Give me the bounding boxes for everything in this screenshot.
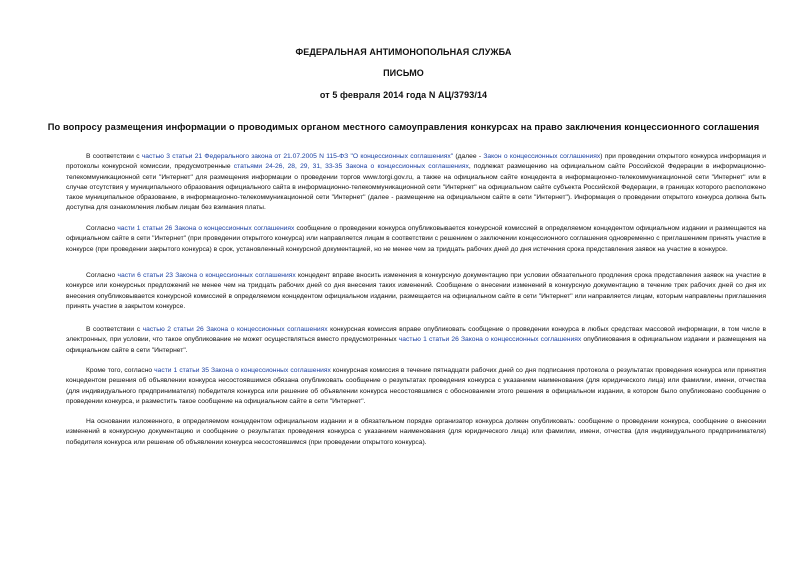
paragraph-1 xyxy=(66,152,766,214)
paragraph-text: (далее - xyxy=(453,153,484,160)
law-link-art23-part6[interactable]: части 6 статьи 23 Закона о концессионных соглашениях xyxy=(117,272,296,279)
paragraph-text: , подлежат размещению на официальном сайте Российской Федерации в информационно-телекоммуникационной сети "Интернет" для размещения информации о проведении торгов www.torgi.gov.ru, а также на официальном сайте концедента в информационно-телекоммуникационной сети "Интернет" или в случае отсутствия у муниципального образования официального сайта в информационно-телекоммуникационной сети "Интернет" на официальном сайте субъекта Российской Федерации, в границах которого расположено такое муниципальное образование, в информационно-телекоммуникационной сети "Интернет" (далее - размещение на официальном сайте в сети "Интернет"). Информация о проведении открытого конкурса должна быть доступна для ознакомления любым лицам без взимания платы. xyxy=(66,163,767,212)
paragraph-text: сообщение о проведении конкурса опубликовывается конкурсной комиссией в определяемом концедентом официальном издании и размещается на официальном сайте в сети "Интернет" (при проведении открытого конкурса) или направляется лицам в соответствии с решением о заключении концессионного соглашения одновременно с приглашением принять участие в конкурсе (при проведении закрытого конкурса) в срок, установленный конкурсной документацией, но не менее чем за тридцать рабочих дней до дня истечения срока представления заявок на участие в конкурсе. xyxy=(66,225,767,253)
paragraph-text: конкурсная комиссия вправе опубликовать сообщение о проведении конкурса в любых средствах массовой информации, в том числе в электронных, при условии, что такое опубликование не может осуществляться вместо предусмотренных xyxy=(66,326,767,344)
paragraph-text: В соответствии с xyxy=(86,326,143,333)
document-type: ПИСЬМО xyxy=(383,68,424,78)
paragraph-text: В соответствии с xyxy=(86,153,142,160)
law-link-articles-24-35[interactable]: статьями 24-26, 28, 29, 31, 33-35 Закона о концессионных соглашениях xyxy=(233,163,469,171)
law-link-concession-law[interactable]: Закон о концессионных соглашениях xyxy=(483,153,601,160)
paragraph-text: опубликования в официальном издании и размещения на официальном сайте в сети "Интернет". xyxy=(66,336,766,354)
paragraph-text: Согласно xyxy=(86,272,118,279)
law-link-art26-part1-b[interactable]: частью 1 статьи 26 Закона о концессионных соглашениях xyxy=(398,336,582,344)
paragraph-5 xyxy=(66,366,766,407)
law-link-115fz[interactable]: частью 3 статьи 21 Федерального закона от 21.07.2005 N 115-ФЗ "О концессионных соглашениях" xyxy=(141,153,454,160)
paragraph-text: концедент вправе вносить изменения в конкурсную документацию при условии обязательного продления срока представления заявок на участие в конкурсе или конкурсных предложений не менее чем на тридцать рабочих дней со дня внесения таких изменений. Сообщение о внесении изменений в конкурсную документацию в течение трех рабочих дней со дня их внесения опубликовывается конкурсной комиссией в определяемом концедентом официальном издании, размещается на официальном сайте в сети "Интернет" или направляется лицам, которым направлены приглашения принять участие в закрытом конкурсе. xyxy=(66,272,767,310)
law-link-art26-part2[interactable]: частью 2 статьи 26 Закона о концессионных соглашениях xyxy=(142,326,328,333)
paragraph-text: ) при проведении открытого конкурса информация и протоколы конкурсной комиссии, предусмотренные xyxy=(66,153,767,171)
document-date-number: от 5 февраля 2014 года N АЦ/3793/14 xyxy=(319,90,488,100)
law-link-art35-part1[interactable]: части 1 статьи 35 Закона о концессионных соглашениях xyxy=(154,367,331,374)
paragraph-6 xyxy=(66,417,766,448)
paragraph-text: конкурсная комиссия в течение пятнадцати рабочих дней со дня подписания протокола о результатах проведения конкурса или принятия концедентом решения об объявлении конкурса несостоявшимся обязана опубликовать сообщение о результатах проведения конкурса с указанием наименования (для юридического лица) или фамилии, имени, отчества (для индивидуального предпринимателя) победителя конкурса или решение об объявлении конкурса несостоявшимся с обоснованием этого решения в официальном издании, в котором было опубликовано сообщение о проведении конкурса, и разместить такое сообщение на официальном сайте в сети "Интернет". xyxy=(66,367,766,405)
paragraph-4 xyxy=(66,325,766,356)
document-subject: По вопросу размещения информации о проводимых органом местного самоуправления конкурсах на право заключения концессионного соглашения xyxy=(47,122,760,132)
paragraph-text: Кроме того, согласно xyxy=(86,367,155,374)
paragraph-text: Согласно xyxy=(86,225,118,232)
law-link-art26-part1[interactable]: части 1 статьи 26 Закона о концессионных соглашениях xyxy=(117,225,295,232)
paragraph-2 xyxy=(66,224,766,255)
organization-title: ФЕДЕРАЛЬНАЯ АНТИМОНОПОЛЬНАЯ СЛУЖБА xyxy=(295,47,512,57)
paragraph-3 xyxy=(66,271,766,312)
paragraph-text: На основании изложенного, в определяемом концедентом официальном издании и в обязательном порядке организатор конкурса должен опубликовать: сообщение о проведении конкурса, сообщение о внесении изменений в конкурсную документацию и сообщение о результатах проведения конкурса с указанием наименования (для юридического лица) или фамилии, имени, отчества (для индивидуального предпринимателя) победителя конкурса или решение об объявлении конкурса несостоявшимся (при проведении открытого конкурса). xyxy=(66,418,766,446)
